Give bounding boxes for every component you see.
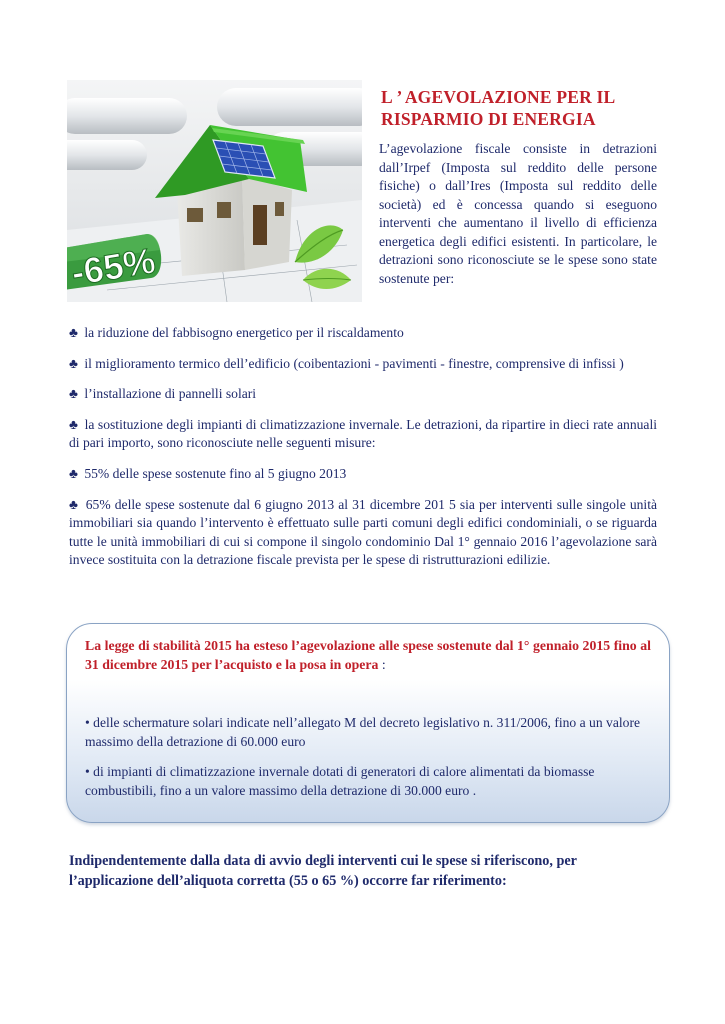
club-bullet-icon: ♣ (69, 496, 79, 512)
list-item-text: 65% delle spese sostenute dal 6 giugno 2013 al 31 dicembre 201 5 sia per interventi sulle singole unità immobiliari sia quando l’intervento è effettuato sulle parti comuni degli edifici condominiali, o se riguarda tutte le unità immobiliari di cui si compone il singolo condominio Dal 1° gennaio 2016 l’agevolazione sarà invece sostituita con la detrazione fiscale prevista per le spese di ristrutturazioni edilizie. (69, 496, 658, 568)
box-list (85, 714, 653, 812)
box-list-item (85, 763, 653, 800)
club-bullet-icon: ♣ (69, 325, 78, 340)
page-title (381, 86, 681, 130)
list-item-text: il miglioramento termico dell’edificio (coibentazioni - pavimenti - finestre, comprensive di infissi ) (84, 355, 624, 371)
hero-image (67, 80, 362, 302)
bullet-list (69, 324, 657, 582)
blueprint-roll (67, 98, 187, 134)
club-bullet-icon: ♣ (69, 416, 79, 432)
list-item (69, 324, 657, 343)
club-bullet-icon: ♣ (69, 355, 78, 371)
list-item-text: la sostituzione degli impianti di climatizzazione invernale. Le detrazioni, da ripartire in dieci rate annuali di pari importo, sono riconosciute nelle seguenti misure: (69, 416, 657, 451)
box-list-item (85, 714, 653, 751)
box-heading-colon: : (381, 657, 386, 672)
list-item-text: 55% delle spese sostenute fino al 5 giugno 2013 (84, 465, 347, 481)
list-item (69, 496, 657, 570)
list-item (69, 465, 657, 484)
list-item-text: l’installazione di pannelli solari (84, 386, 257, 402)
title-line-2: RISPARMIO DI ENERGIA (381, 109, 596, 129)
title-line-1: L ’ AGEVOLAZIONE PER IL (381, 87, 616, 107)
discount-badge-text: -65% (68, 239, 159, 294)
intro-paragraph: L’agevolazione fiscale consiste in detrazioni dall’Irpef (Imposta sul reddito delle persone fisiche) o dall’Ires (Imposta sul reddito delle società) ed è concessa quando si eseguono interventi che aumentano il livello di efficienza energetica degli edifici esistenti. In particolare, le detrazioni sono riconosciute se le spese sono state sostenute per: (379, 141, 657, 286)
closing-paragraph: Indipendentemente dalla data di avvio degli interventi cui le spese si riferiscono, per l’applicazione dell’aliquota corretta (55 o 65 %) occorre far riferimento: (69, 853, 577, 889)
bullet-dot-icon: • (85, 715, 90, 730)
box-list-item-text: delle schermature solari indicate nell’allegato M del decreto legislativo n. 311/2006, fino a un valore massimo della detrazione di 60.000 euro (85, 715, 641, 749)
list-item (69, 416, 657, 453)
list-item-text: la riduzione del fabbisogno energetico per il riscaldamento (84, 325, 404, 340)
club-bullet-icon: ♣ (69, 465, 78, 481)
box-list-item-text: di impianti di climatizzazione invernale dotati di generatori di calore alimentati da biomasse combustibili, fino a un valore massimo della detrazione di 30.000 euro . (85, 764, 595, 798)
box-heading-text: La legge di stabilità 2015 ha esteso l’agevolazione alle spese sostenute dal 1° gennaio 2015 fino al 31 dicembre 2015 per l’acquisto e la posa in opera (85, 638, 651, 672)
list-item (69, 355, 657, 374)
bullet-dot-icon: • (85, 764, 90, 780)
blueprint-roll (217, 88, 362, 126)
club-bullet-icon: ♣ (69, 386, 78, 402)
box-heading (85, 636, 651, 674)
list-item (69, 385, 657, 404)
blueprint-roll (67, 140, 147, 170)
house-illustration (67, 80, 362, 302)
stability-law-box (66, 623, 670, 823)
